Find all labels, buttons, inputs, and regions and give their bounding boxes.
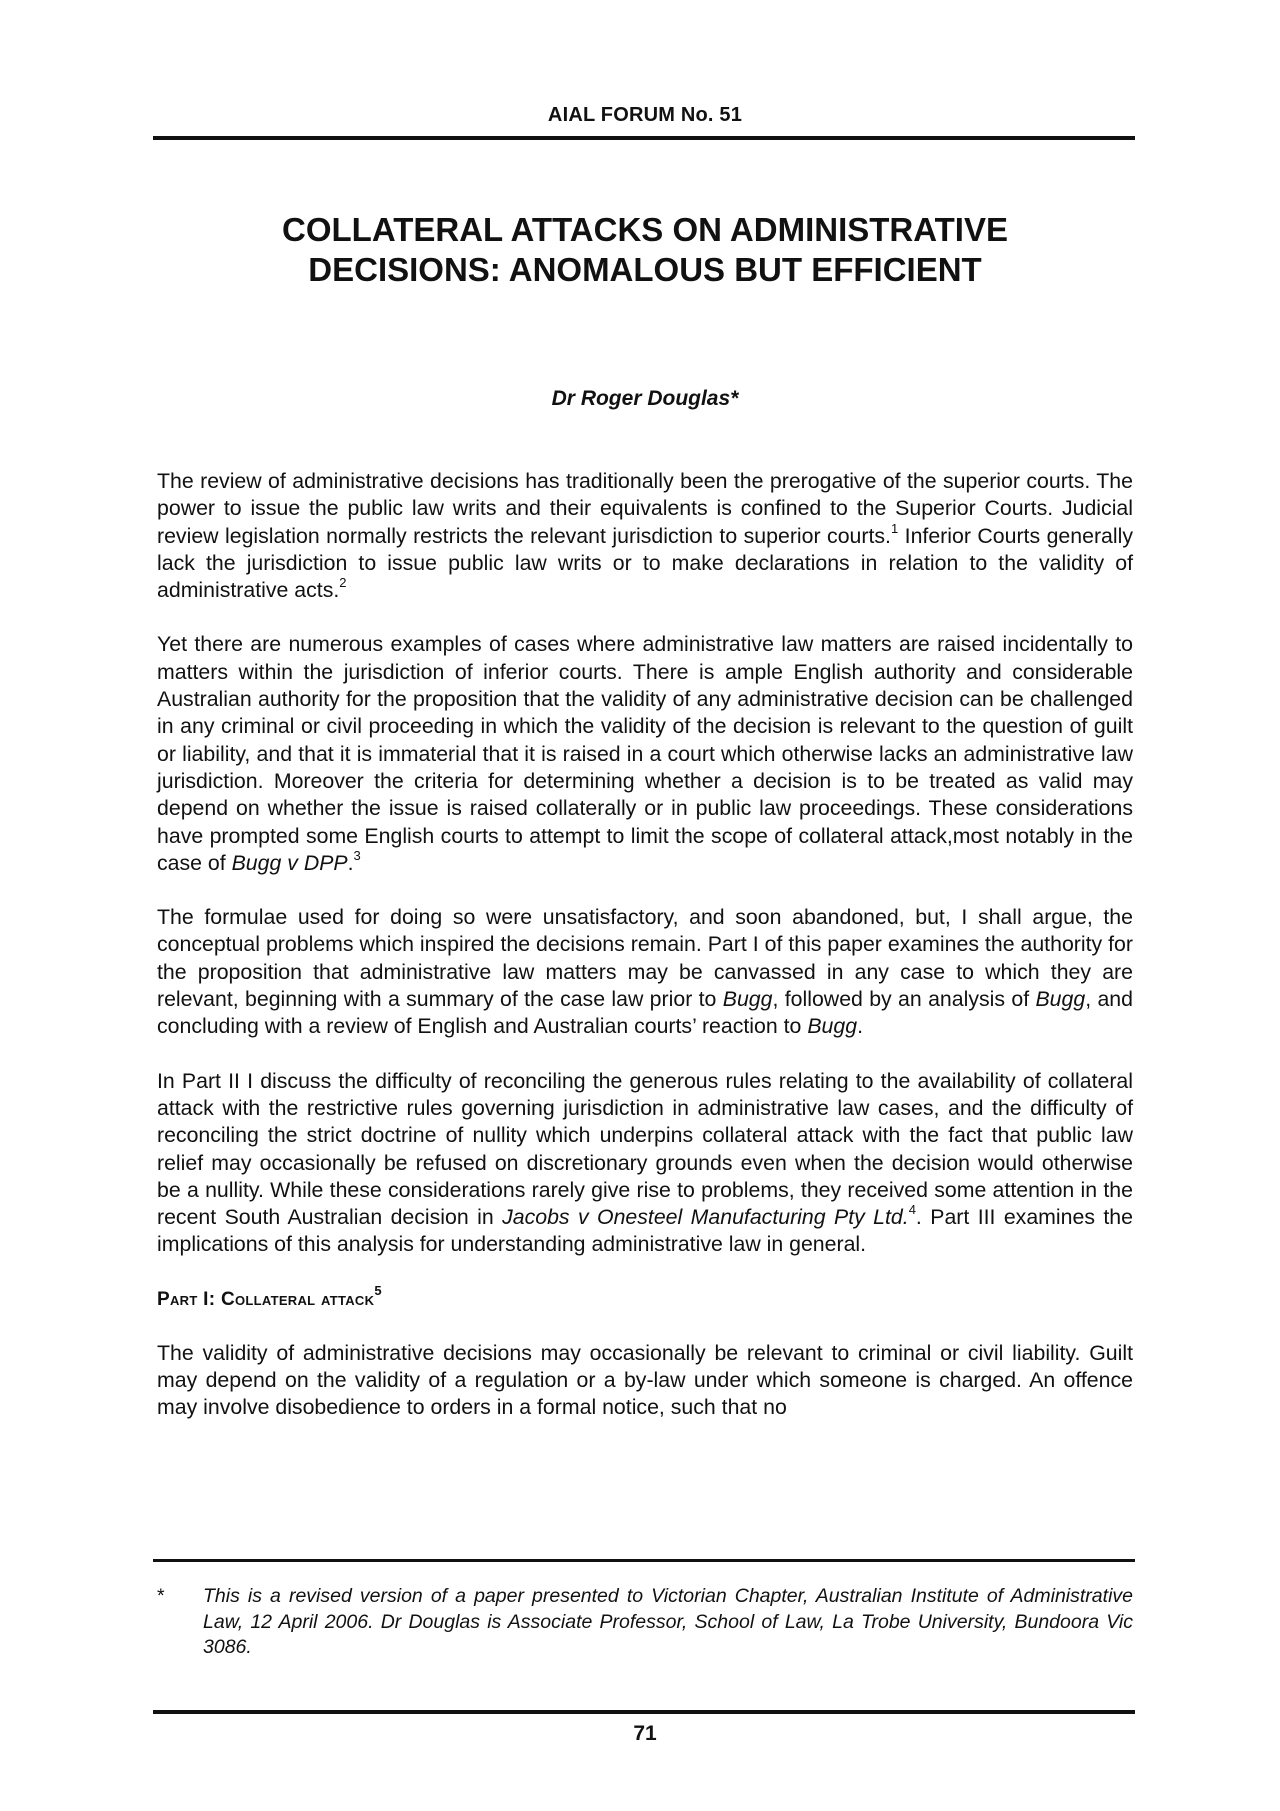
paragraph-text: In Part II I discuss the difficulty of reconciling the generous rules relating to the availability of collateral attack with the restrictive rules governing jurisdiction in administrative law cases, and the difficulty of reconciling the strict doctrine of nullity which underpins collateral attack with the fact that public law relief may occasionally be refused on discretionary grounds even when the decision would otherwise be a nullity. While these considerations rarely give rise to problems, they received some attention in the recent South Australian decision in [157,1068,1133,1230]
section-heading-text: Part I: Collateral attack [157,1288,375,1310]
paragraph-text: Inferior Courts generally lack the jurisdiction to issue public law writs or to make declarations in relation to the validity of administrative acts. [157,523,1134,603]
case-name: Bugg v DPP [231,850,348,875]
paragraph-text: , and concluding with a review of English and Australian courts’ reaction to [157,987,1133,1039]
paragraph-text: The formulae used for doing so were unsatisfactory, and soon abandoned, but, I shall argue, the conceptual problems which inspired the decisions remain. Part I of this paper examines the authority for the proposition that administrative law matters may be canvassed in any case to which they are relevant, beginning with a summary of the case law prior to [157,905,1133,1012]
paragraph-text: . Part III examines the implications of this analysis for understanding administrative law in general. [157,1205,1133,1257]
footnote-ref-4: 4 [908,1202,916,1218]
paragraph-5: The validity of administrative decisions may occasionally be relevant to criminal or civil liability. Guilt may depend on the validity of a regulation or a by-law under which someone is charged. An offence may involve disobedience to orders in a formal notice, such that no [157,1340,1133,1420]
case-name: Bugg [722,987,773,1012]
section-heading [157,1283,1133,1313]
footnote-marker: * [157,1585,165,1607]
header-rule [153,136,1135,140]
footnote-ref-2: 2 [339,575,347,591]
article-body [157,468,1133,1422]
case-name: Jacobs v Onesteel Manufacturing Pty Ltd. [502,1205,909,1230]
page-number: 71 [633,1722,657,1745]
paragraph-text: Yet there are numerous examples of cases where administrative law matters are raised incidentally to matters within the jurisdiction of inferior courts. There is ample English authority and considerable Australian authority for the proposition that the validity of any administrative decision can be challenged in any criminal or civil proceeding in which the validity of the decision is relevant to the question of guilt or liability, and that it is immaterial that it is raised in a court which otherwise lacks an administrative law jurisdiction. Moreover the criteria for determining whether a decision is to be treated as valid may depend on whether the issue is raised collaterally or in public law proceedings. These considerations have prompted some English courts to attempt to limit the scope of collateral attack,most notably in the case of [157,632,1133,875]
case-name: Bugg [807,1014,858,1039]
paragraph-text: , followed by an analysis of [772,987,1036,1012]
footer-rule [153,1710,1135,1714]
case-name: Bugg [1035,987,1086,1012]
paragraph-2 [157,631,1133,877]
footnote-rule [153,1559,1135,1562]
paragraph-1 [157,468,1133,604]
footnote-ref-3: 3 [353,847,361,863]
author-name: Dr Roger Douglas* [551,387,739,410]
paragraph-text: . [857,1014,863,1039]
title-line-1: COLLATERAL ATTACKS ON ADMINISTRATIVE [282,211,1008,248]
running-header: AIAL FORUM No. 51 [547,104,743,126]
footnote-ref-1: 1 [890,520,899,536]
article-title [155,210,1135,290]
paragraph-text: The review of administrative decisions has traditionally been the prerogative of the superior courts. The power to issue the public law writs and their equivalents is confined to the Superior Courts. Judicial review legislation normally restricts the relevant jurisdiction to superior courts. [157,469,1133,548]
footnote-text: This is a revised version of a paper presented to Victorian Chapter, Australian Institute of Administrative Law, 12 April 2006. Dr Douglas is Associate Professor, School of Law, La Trobe University, Bundoora Vic 3086. [203,1585,1133,1658]
footnote-ref-5: 5 [374,1283,382,1299]
paragraph-text: . [347,850,354,875]
paragraph-4 [157,1068,1133,1259]
title-line-2: DECISIONS: ANOMALOUS BUT EFFICIENT [308,251,982,288]
footnote [157,1584,1133,1661]
paragraph-3 [157,904,1133,1040]
